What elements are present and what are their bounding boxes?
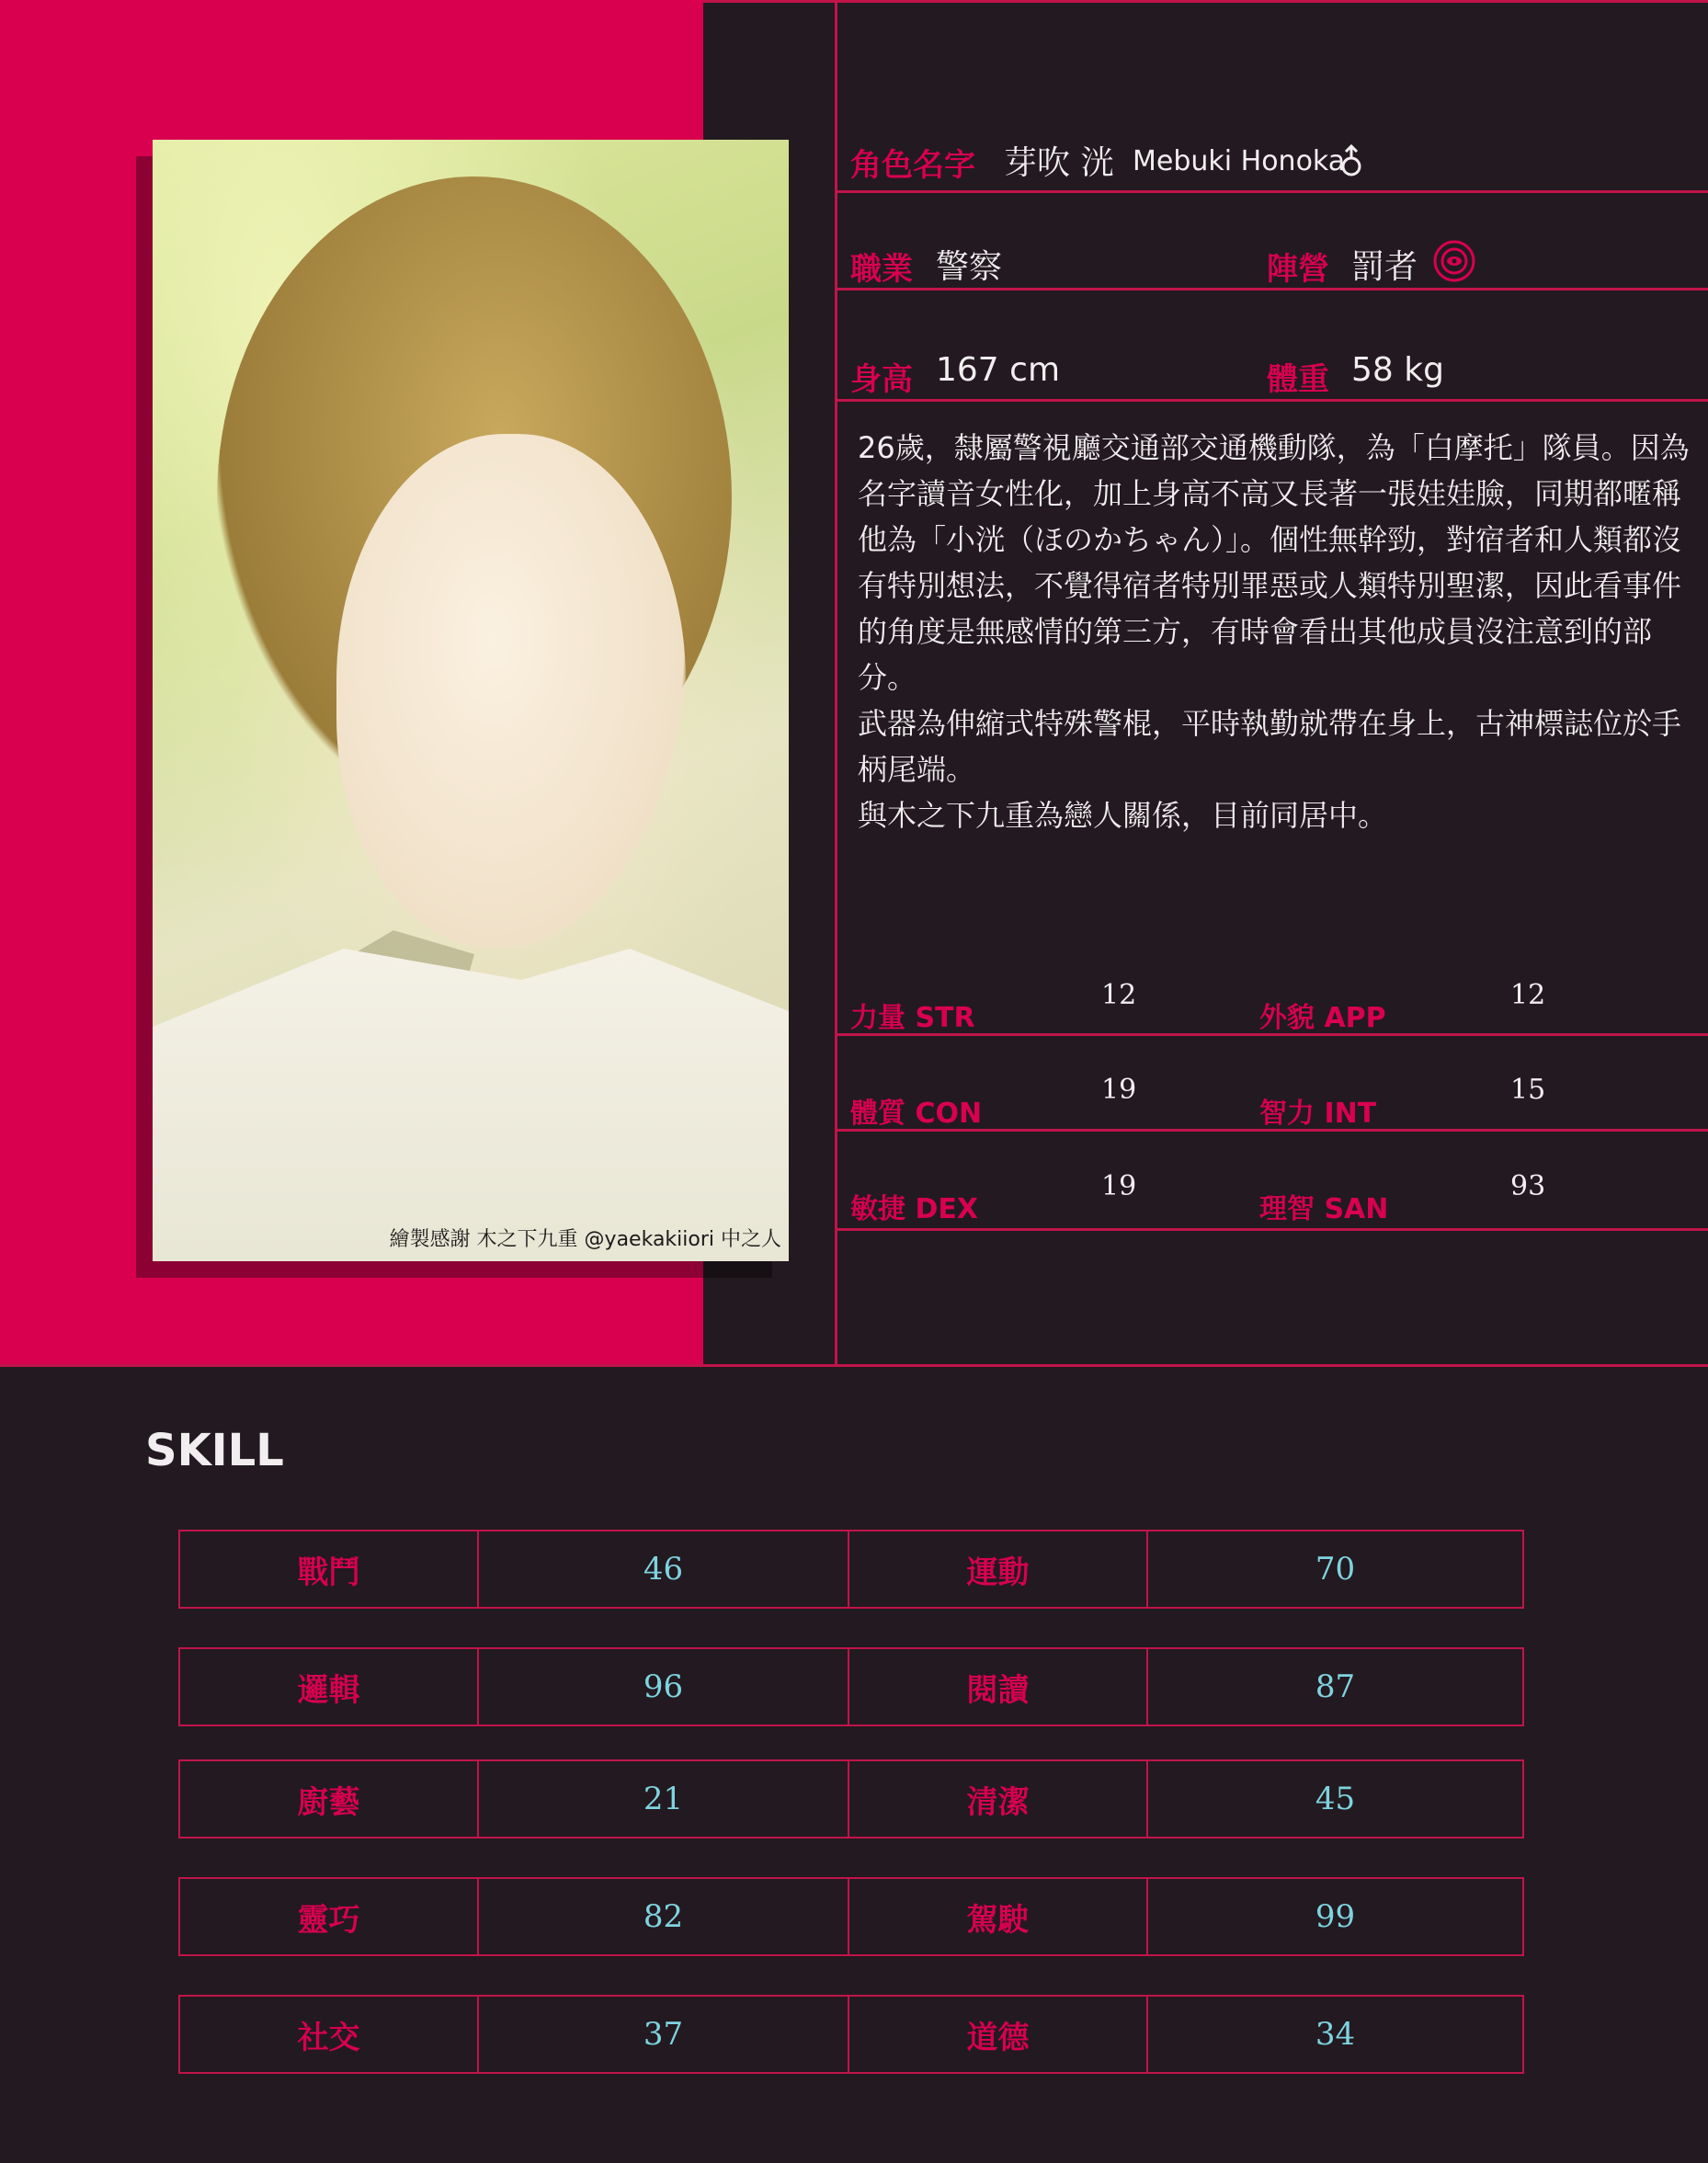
male-symbol-icon [1338,144,1365,177]
skill-name: 戰鬥 [297,1554,360,1591]
stat-label-int: 智力 INT [1259,1098,1377,1130]
skill-name: 清潔 [966,1783,1030,1821]
stat-label-str: 力量 STR [850,1002,975,1034]
skill-value-cell [477,1995,849,2074]
name-label: 角色名字 [850,147,975,184]
divider-line [835,1228,1708,1231]
skill-name-cell [178,1530,479,1609]
skill-value: 45 [1315,1781,1356,1817]
divider-line [835,399,1708,402]
divider-line [835,190,1708,193]
skill-name-cell [848,1995,1148,2074]
stat-label-dex: 敏捷 DEX [850,1193,978,1225]
faction-emblem-icon [1432,239,1476,283]
character-bio [858,425,1690,838]
skill-value: 37 [643,2016,684,2053]
skill-name-cell [848,1877,1148,1956]
skill-value: 99 [1315,1898,1356,1935]
skill-value-cell [477,1647,849,1726]
skill-value: 82 [643,1898,684,1935]
skill-name-cell [178,1647,479,1726]
skill-row [178,1759,1530,1842]
skill-value: 87 [1315,1668,1356,1705]
stat-label-san: 理智 SAN [1259,1193,1389,1225]
skill-value-cell [477,1530,849,1609]
frame-bottom-line [0,1364,1708,1367]
skill-section-title: SKILL [145,1425,284,1476]
character-romaji: Mebuki Honoka [1133,145,1346,177]
skill-value-cell [1146,1759,1524,1839]
frame-vertical-line [835,0,837,1367]
stat-value-dex: 19 [1101,1170,1137,1202]
skill-name: 邏輯 [297,1671,360,1709]
weight-value: 58 kg [1351,351,1444,389]
skill-name-cell [178,1759,479,1839]
skill-value-cell [477,1759,849,1839]
skill-name: 靈巧 [297,1901,360,1939]
skill-row [178,1647,1530,1730]
skill-name: 道德 [966,2019,1030,2056]
job-value: 警察 [936,248,1003,286]
stat-value-int: 15 [1510,1074,1546,1106]
bio-paragraph: 26歲，隸屬警視廳交通部交通機動隊，為「白摩托」隊員。因為名字讀音女性化，加上身高不高又長著一張娃娃臉，同期都暱稱他為「小洸（ほのかちゃん）」。個性無幹勁，對宿者和人類都沒有特別想法，不覺得宿者特別罪惡或人類特別聖潔，因此看事件的角度是無感情的第三方，有時會看出其他成員沒注意到的部分。 [858,430,1690,695]
skill-value-cell [1146,1647,1524,1726]
portrait-credit: 繪製感謝 木之下九重 @yaekakiiori 中之人 [389,1228,781,1251]
skill-name-cell [848,1530,1148,1609]
skill-name: 社交 [297,2019,360,2056]
skill-name-cell [178,1995,479,2074]
skill-value: 21 [643,1781,684,1817]
stat-value-san: 93 [1510,1170,1546,1202]
skill-name-cell [178,1877,479,1956]
skill-value: 70 [1315,1551,1356,1588]
skill-value-cell [1146,1995,1524,2074]
portrait-face [336,434,686,949]
frame-top-line [703,0,1708,3]
faction-label: 陣營 [1267,251,1329,288]
bio-paragraph: 與木之下九重為戀人關係，目前同居中。 [858,798,1388,833]
skill-name: 運動 [966,1554,1030,1591]
weight-label: 體重 [1267,361,1329,398]
skill-row [178,1530,1530,1612]
skill-value-cell [1146,1530,1524,1609]
stat-value-app: 12 [1510,979,1546,1011]
skill-value-cell [1146,1877,1524,1956]
skill-value-cell [477,1877,849,1956]
skill-value: 46 [643,1551,684,1588]
height-value: 167 cm [936,351,1061,389]
stat-label-con: 體質 CON [850,1098,983,1130]
stat-value-con: 19 [1101,1074,1137,1106]
job-label: 職業 [850,251,913,288]
skill-name-cell [848,1759,1148,1839]
skill-name-cell [848,1647,1148,1726]
skill-name: 駕駛 [966,1901,1030,1939]
faction-value: 罰者 [1351,248,1418,286]
skill-row [178,1877,1530,1960]
stat-value-str: 12 [1101,979,1137,1011]
character-portrait [153,140,789,1261]
stat-label-app: 外貌 APP [1259,1002,1386,1034]
character-name: 芽吹 洸 [1004,144,1114,182]
skill-value: 96 [643,1668,684,1705]
skill-name: 廚藝 [297,1783,360,1821]
skill-value: 34 [1315,2016,1356,2053]
height-label: 身高 [850,361,913,398]
skill-row [178,1995,1530,2078]
skill-name: 閱讀 [966,1671,1030,1709]
bio-paragraph: 武器為伸縮式特殊警棍，平時執勤就帶在身上，古神標誌位於手柄尾端。 [858,706,1682,787]
portrait-shirt [153,949,789,1261]
